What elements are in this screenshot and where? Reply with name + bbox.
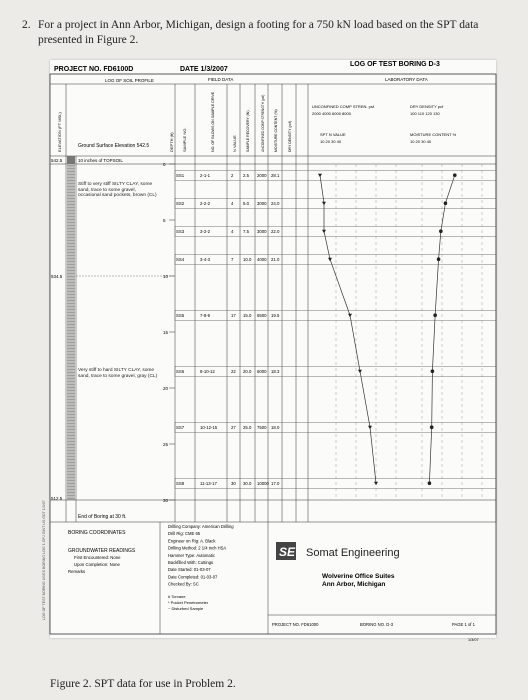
boring-coordinates: BORING COORDINATES (68, 530, 126, 536)
sample-row-box (175, 310, 496, 320)
boring-log-sheet (42, 60, 496, 642)
depth-tick-label: 20 (163, 386, 169, 391)
drilling-info-line: Backfilled With: Cuttings (168, 560, 214, 565)
sample-n: 7 (231, 257, 234, 263)
spt-n-point (328, 258, 332, 262)
footer-boring: BORING NO. D-3 (360, 622, 394, 627)
problem-text: For a project in Ann Arbor, Michigan, design a footing for a 750 kN load based on the SPT data presented in Figure 2. (38, 19, 479, 46)
spt-n-line (320, 175, 376, 483)
soil-profile-header: LOG OF SOIL PROFILE (105, 78, 154, 83)
sample-n: 27 (231, 425, 236, 431)
sample-moisture: 22.0 (271, 229, 280, 235)
legend-line: # Torvane (168, 594, 186, 599)
office-line-2: Ann Arbor, Michigan (322, 581, 386, 588)
sample-moisture: 19.5 (271, 313, 280, 319)
sample-n: 4 (231, 201, 234, 207)
project-number: PROJECT NO. FD6100D (54, 66, 134, 73)
moisture-col-title: MOISTURE CONTENT (%) (274, 109, 278, 152)
unconfined-scale-ticks: 2000 4000 6000 8000 (312, 111, 351, 116)
sample-moisture: 18.0 (271, 425, 280, 431)
depth-tick-label: 5 (163, 218, 166, 223)
unconfined-col-title: UNCONFINED COMP STRENGTH (psf) (261, 94, 265, 152)
blows-col-title: NO. OF BLOWS ON SAMPLE DRIVE (211, 91, 215, 152)
sample-recovery: 7.5 (243, 229, 249, 235)
sample-unconfined: 10000 (257, 481, 269, 487)
se-logo-text: SE (279, 545, 296, 559)
sample-row-box (175, 478, 496, 488)
elevation-mid: 534.5 (51, 274, 63, 279)
elevation-bottom: 512.5 (51, 496, 63, 501)
depth-tick-label: 25 (163, 442, 169, 447)
moisture-point (444, 201, 448, 205)
sample-recovery: 10.0 (243, 257, 252, 263)
moisture-point (431, 369, 435, 373)
drilling-info-line: Date Started: 01-03-07 (168, 567, 211, 573)
sample-recovery: 5.0 (243, 201, 249, 207)
spt-n-point (348, 314, 352, 318)
sample-blows: 3-2-2 (200, 229, 211, 235)
sample-blows: 10-12-15 (200, 425, 218, 431)
legend-line: ~ Disturbed Sample (168, 606, 204, 611)
sample-unconfined: 4000 (257, 257, 267, 263)
footer-version: 1/3/07 (468, 638, 479, 642)
elevation-top: 542.5 (51, 158, 63, 163)
sample-row-box (175, 226, 496, 236)
sample-unconfined: 2000 (257, 173, 267, 179)
footer-page: PAGE 1 of 1 (452, 622, 475, 627)
depth-tick-label: 0 (163, 162, 166, 167)
elevation-col-title: ELEVATION (FT MSL) (57, 112, 62, 152)
drilling-info-line: Date Completed: 01-03-07 (168, 574, 218, 580)
side-file-text: LOG OF TEST BORING USGS BORING LOG 1.GPJ GINT US.GDT 1/3/07 (42, 500, 46, 620)
sample-legend (168, 594, 209, 611)
company-name: Somat Engineering (306, 547, 400, 559)
boring-log-drawing (42, 60, 496, 642)
end-of-boring: End of Boring at 30 ft. (78, 514, 127, 520)
drilling-info-line: Drilling Method: 2 1/4 inch HSA (168, 545, 227, 551)
sample-moisture: 17.0 (271, 481, 280, 487)
depth-tick-label: 15 (163, 330, 169, 335)
sample-no: SS8 (176, 481, 185, 487)
layer-1-description: Stiff to very stiff SILTY CLAY, some sand, trace to some gravel, occasional sand pockets, brown (CL) (78, 182, 157, 199)
field-data-header: FIELD DATA (208, 77, 234, 82)
sample-recovery: 20.0 (243, 369, 252, 375)
first-encountered: First Encountered: None (74, 555, 121, 560)
sample-no: SS7 (176, 425, 185, 431)
drilling-info (168, 524, 234, 587)
sample-row-box (175, 366, 496, 376)
sample-no: SS2 (176, 201, 185, 207)
spt-scale-label: SPT N VALUE (320, 132, 346, 137)
sample-row-box (175, 198, 496, 208)
sample-moisture: 21.0 (271, 257, 280, 263)
sample-no-col-title: SAMPLE NO. (182, 127, 187, 152)
n-value-col-title: N VALUE (232, 135, 237, 152)
dry-density-scale-ticks: 100 110 120 130 (410, 111, 440, 116)
footer-project: PROJECT NO. FD61000 (272, 622, 319, 627)
layer-2-description: Very stiff to hard SILTY CLAY, some sand, trace to some gravel, gray (CL) (78, 368, 158, 379)
log-title: LOG OF TEST BORING D-3 (350, 61, 440, 68)
ground-elevation: Ground Surface Elevation 542.5 (78, 143, 150, 149)
depth-tick-label: 10 (163, 274, 169, 279)
office-line-1: Wolverine Office Suites (322, 573, 395, 580)
moisture-point (439, 229, 443, 233)
sample-n: 30 (231, 481, 236, 487)
legend-line: * Pocket Penetrometer (168, 600, 209, 605)
spt-n-point (322, 202, 326, 206)
drilling-info-line: Drilling Company: American Drilling (168, 524, 234, 529)
unconfined-scale-label: UNCONFINED COMP STREN. psf (312, 104, 374, 109)
dry-density-col-title: DRY DENSITY (pcf) (288, 120, 292, 152)
depth-col-title: DEPTH (ft) (169, 132, 174, 152)
topsoil-label: 10 inches of TOPSOIL (78, 158, 123, 163)
sample-blows: 2-2-2 (200, 201, 211, 207)
moisture-scale-ticks: 10 20 30 40 (410, 139, 432, 144)
dry-density-scale-label: DRY DENSITY pcf (410, 104, 444, 109)
sample-blows: 2-1-1 (200, 173, 211, 179)
moisture-point (437, 257, 441, 261)
sample-moisture: 28.1 (271, 173, 280, 179)
upon-completion: Upon Completion: None (74, 562, 120, 567)
sample-blows: 7-8-9 (200, 313, 211, 319)
sample-n: 4 (231, 229, 234, 235)
lab-data-header: LABORATORY DATA (385, 77, 428, 82)
sample-unconfined: 6000 (257, 369, 267, 375)
figure-caption: Figure 2. SPT data for use in Problem 2. (50, 678, 236, 690)
depth-scale (163, 162, 175, 503)
moisture-scale-label: MOISTURE CONTENT % (410, 132, 457, 137)
sample-recovery: 30.0 (243, 481, 252, 487)
sample-rows (175, 170, 496, 488)
sample-recovery: 25.0 (243, 425, 252, 431)
moisture-point (453, 173, 457, 177)
sample-no: SS1 (176, 173, 185, 179)
drilling-info-line: Hammer Type: Automatic (168, 552, 215, 558)
recovery-col-title: SAMPLE RECOVERY (IN) (246, 110, 250, 152)
sample-n: 22 (231, 369, 236, 375)
sample-blows: 3-4-3 (200, 257, 211, 263)
depth-tick-label: 30 (163, 498, 169, 503)
problem-number: 2. (22, 19, 31, 31)
sample-n: 17 (231, 313, 236, 319)
sample-moisture: 24.0 (271, 201, 280, 207)
sample-unconfined: 3000 (257, 201, 267, 207)
spt-n-point (368, 426, 372, 430)
sample-blows: 8-10-12 (200, 369, 215, 375)
drilling-info-line: Checked By: SC (168, 581, 199, 587)
drilling-info-line: Engineer on Rig: A. Black (168, 538, 216, 544)
sample-row-box (175, 254, 496, 264)
sample-no: SS4 (176, 257, 185, 263)
sample-recovery: 2.5 (243, 173, 249, 179)
sample-row-box (175, 422, 496, 432)
sample-n: 2 (231, 173, 234, 179)
sample-no: SS5 (176, 313, 185, 319)
groundwater-heading: GROUNDWATER READINGS (68, 548, 136, 554)
soil-column (67, 164, 75, 500)
sample-blows: 11-13-17 (200, 481, 217, 487)
sample-unconfined: 7500 (257, 425, 267, 431)
drilling-info-line: Drill Rig: CME 65 (168, 531, 201, 537)
sample-no: SS3 (176, 229, 185, 235)
sample-unconfined: 6500 (257, 313, 267, 319)
spt-n-point (358, 370, 362, 374)
sample-row-box (175, 170, 496, 180)
spt-n-point (318, 174, 322, 178)
spt-n-point (322, 230, 326, 234)
spt-n-point (374, 482, 378, 486)
moisture-point (428, 481, 432, 485)
moisture-point (430, 425, 434, 429)
log-date: DATE 1/3/2007 (180, 66, 228, 73)
sample-recovery: 15.0 (243, 313, 252, 319)
sample-unconfined: 3000 (257, 229, 267, 235)
remarks: Remarks (68, 569, 86, 574)
spt-scale-ticks: 10 20 30 40 (320, 139, 342, 144)
sample-no: SS6 (176, 369, 185, 375)
sample-moisture: 18.3 (271, 369, 280, 375)
moisture-point (433, 313, 437, 317)
